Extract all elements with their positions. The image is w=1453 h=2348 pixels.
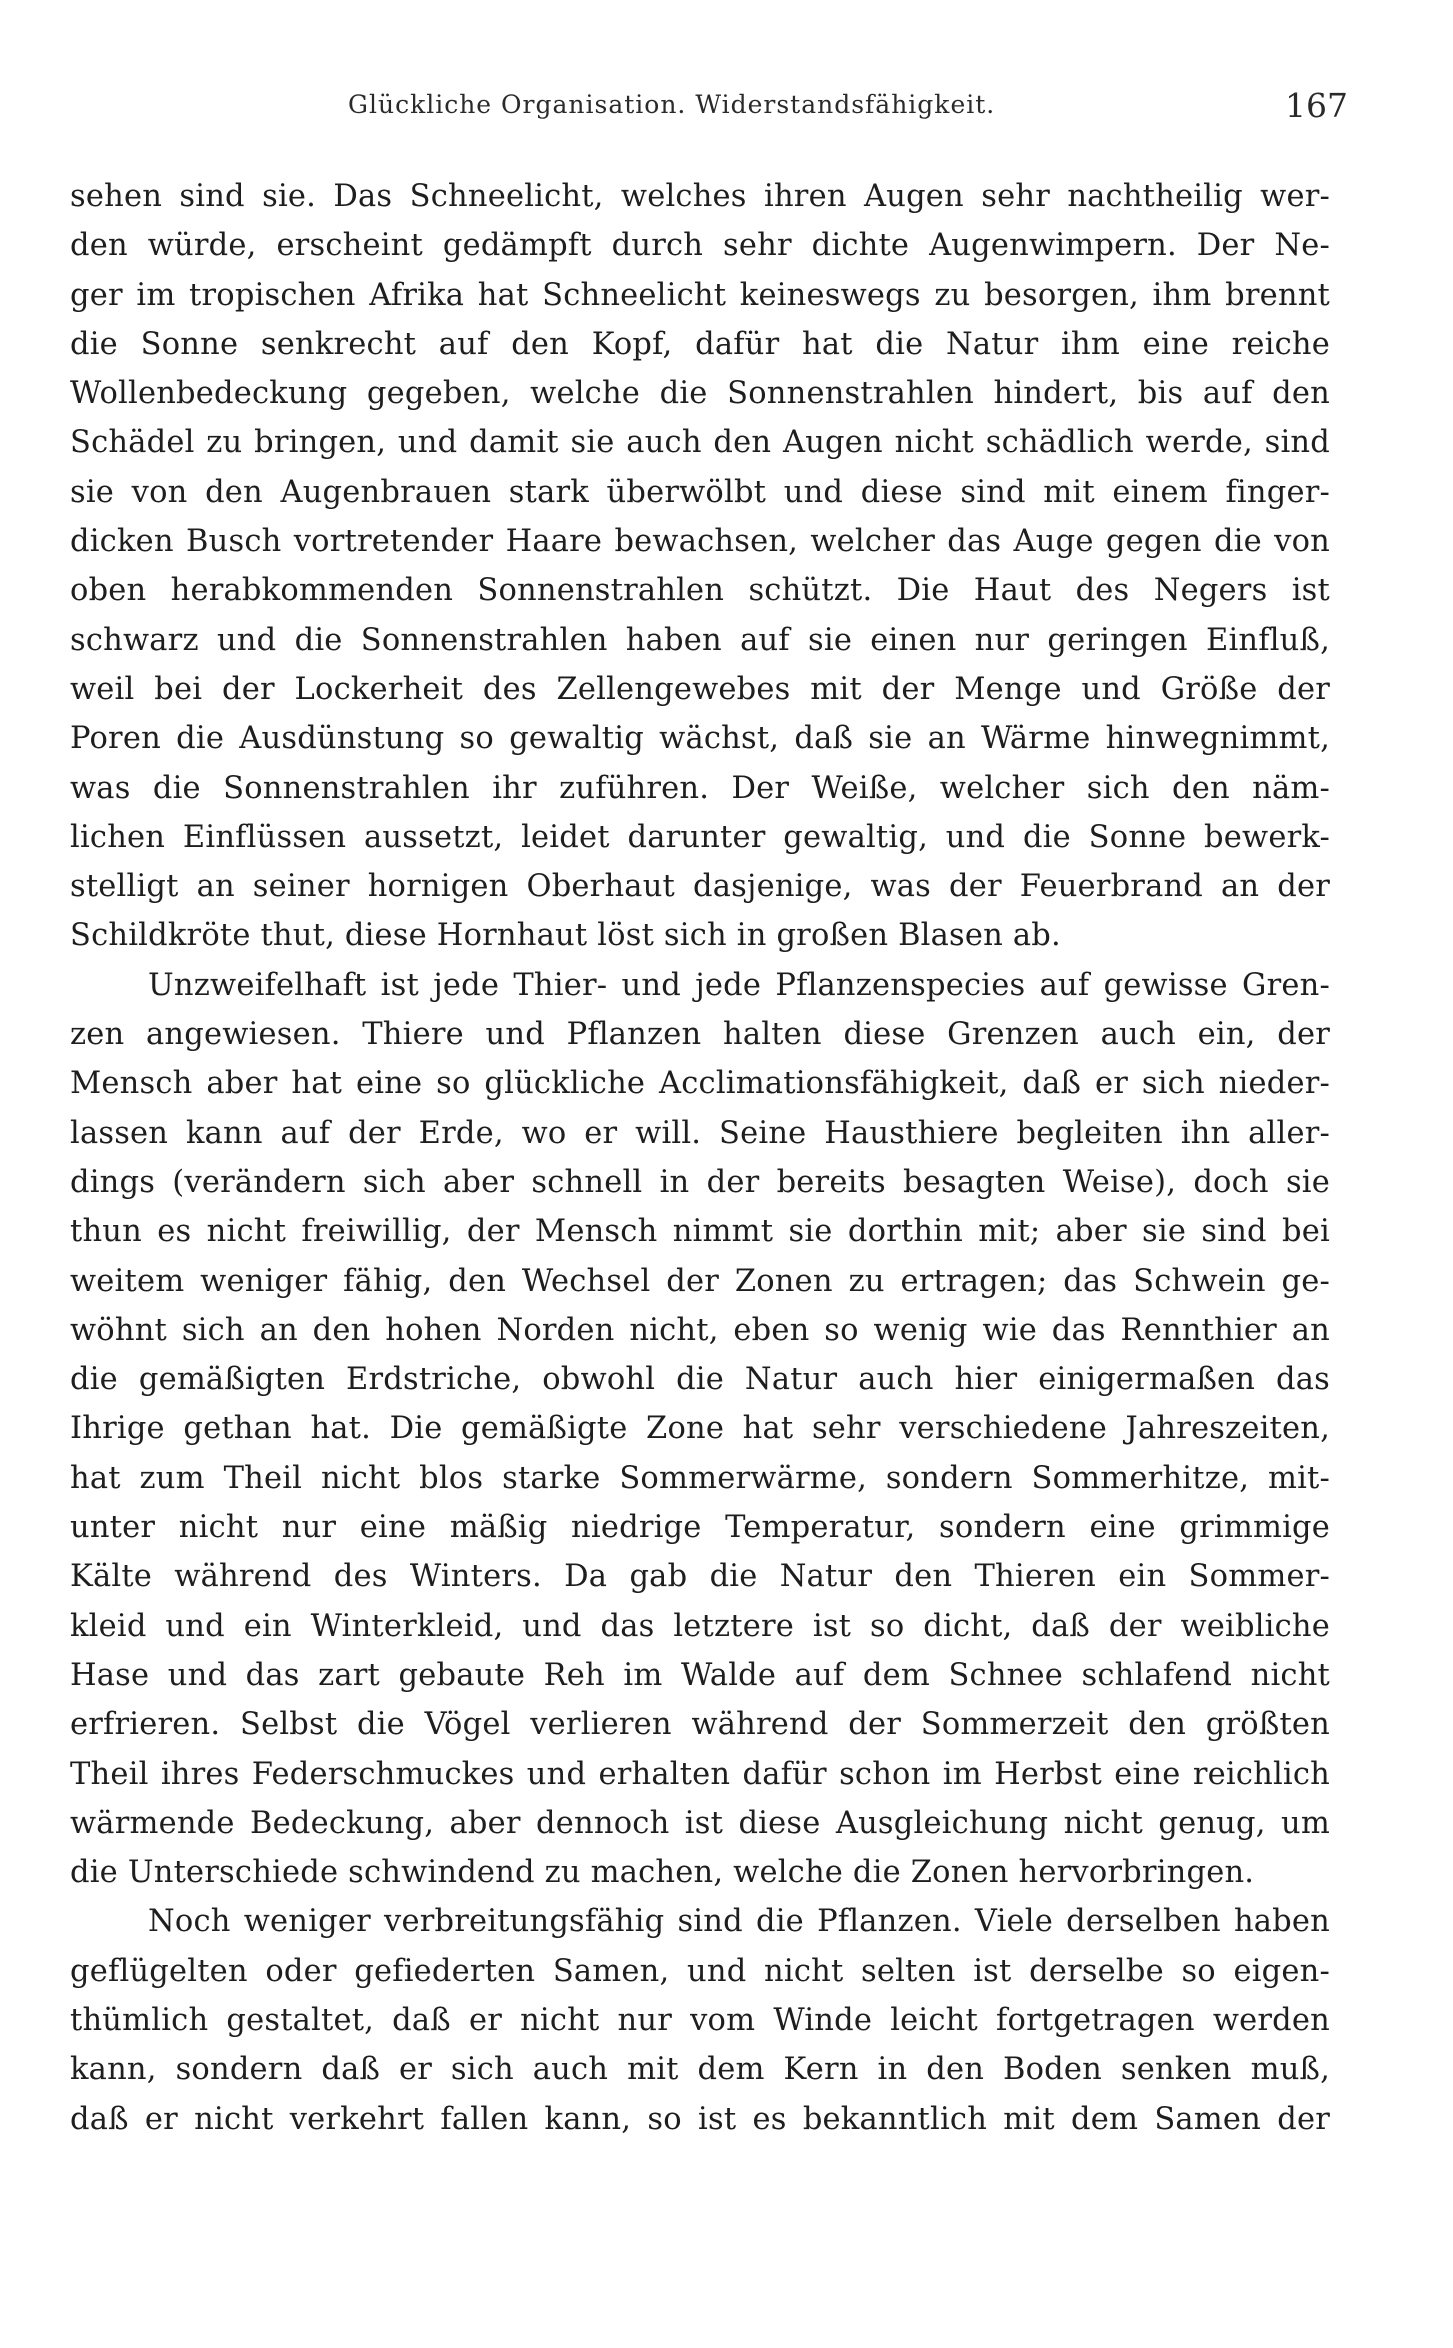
text-line: Ihrige gethan hat. Die gemäßigte Zone hat sehr verschiedene Jahreszeiten, <box>70 1411 1330 1447</box>
text-line: wöhnt sich an den hohen Norden nicht, eben so wenig wie das Rennthier an <box>70 1312 1330 1348</box>
paragraph-end-line: die Unterschiede schwindend zu machen, welche die Zonen hervorbringen. <box>70 1855 1255 1891</box>
text-line: Schädel zu bringen, und damit sie auch den Augen nicht schädlich werde, sind <box>70 425 1330 461</box>
text-line: zen angewiesen. Thiere und Pflanzen halten diese Grenzen auch ein, der <box>70 1017 1330 1053</box>
text-line: wärmende Bedeckung, aber dennoch ist diese Ausgleichung nicht genug, um <box>70 1805 1330 1841</box>
text-line: thümlich gestaltet, daß er nicht nur vom Winde leicht fortgetragen werden <box>70 2002 1330 2038</box>
page-number: 167 <box>1285 86 1348 125</box>
text-line: den würde, erscheint gedämpft durch sehr dichte Augenwimpern. Der Ne- <box>70 228 1330 264</box>
text-line: sehen sind sie. Das Schneelicht, welches ihren Augen sehr nachtheilig wer- <box>70 179 1330 214</box>
paragraph-start-line: Noch weniger verbreitungsfähig sind die Pflanzen. Viele derselben haben <box>148 1904 1330 1940</box>
text-line: lichen Einflüssen aussetzt, leidet darunter gewaltig, und die Sonne bewerk- <box>70 819 1330 855</box>
running-head: Glückliche Organisation. Widerstandsfähigkeit. <box>348 90 996 119</box>
page-header <box>348 86 1348 134</box>
text-line: daß er nicht verkehrt fallen kann, so ist es bekanntlich mit dem Samen der <box>70 2101 1330 2137</box>
text-line: Theil ihres Federschmuckes und erhalten dafür schon im Herbst eine reichlich <box>70 1756 1330 1792</box>
text-line: unter nicht nur eine mäßig niedrige Temperatur, sondern eine grimmige <box>70 1510 1330 1546</box>
text-line: kann, sondern daß er sich auch mit dem Kern in den Boden senken muß, <box>70 2052 1330 2088</box>
body-text <box>70 172 1330 2144</box>
text-line: lassen kann auf der Erde, wo er will. Seine Hausthiere begleiten ihn aller- <box>70 1115 1330 1151</box>
text-line: Poren die Ausdünstung so gewaltig wächst, daß sie an Wärme hinwegnimmt, <box>70 721 1330 757</box>
text-line: was die Sonnenstrahlen ihr zuführen. Der Weiße, welcher sich den näm- <box>70 770 1330 806</box>
text-line: Mensch aber hat eine so glückliche Acclimationsfähigkeit, daß er sich nieder- <box>70 1066 1330 1102</box>
text-line: thun es nicht freiwillig, der Mensch nimmt sie dorthin mit; aber sie sind bei <box>70 1214 1330 1250</box>
text-line: dicken Busch vortretender Haare bewachsen, welcher das Auge gegen die von <box>70 524 1330 560</box>
text-line: oben herabkommenden Sonnenstrahlen schützt. Die Haut des Negers ist <box>70 573 1330 609</box>
text-line: geflügelten oder gefiederten Samen, und nicht selten ist derselbe so eigen- <box>70 1953 1330 1989</box>
paragraph-end-line: Schildkröte thut, diese Hornhaut löst sich in großen Blasen ab. <box>70 918 1061 954</box>
text-line: die Sonne senkrecht auf den Kopf, dafür hat die Natur ihm eine reiche <box>70 326 1330 362</box>
text-line: stelligt an seiner hornigen Oberhaut dasjenige, was der Feuerbrand an der <box>70 869 1330 905</box>
text-line: Wollenbedeckung gegeben, welche die Sonnenstrahlen hindert, bis auf den <box>70 376 1330 412</box>
text-line: Hase und das zart gebaute Reh im Walde auf dem Schnee schlafend nicht <box>70 1657 1330 1693</box>
text-line: sie von den Augenbrauen stark überwölbt und diese sind mit einem finger- <box>70 474 1330 510</box>
text-line: ger im tropischen Afrika hat Schneelicht keineswegs zu besorgen, ihm brennt <box>70 277 1330 313</box>
paragraph-start-line: Unzweifelhaft ist jede Thier- und jede Pflanzenspecies auf gewisse Gren- <box>148 967 1330 1003</box>
text-line: weil bei der Lockerheit des Zellengewebes mit der Menge und Größe der <box>70 671 1330 707</box>
text-line: dings (verändern sich aber schnell in der bereits besagten Weise), doch sie <box>70 1164 1330 1200</box>
text-line: erfrieren. Selbst die Vögel verlieren während der Sommerzeit den größten <box>70 1707 1330 1743</box>
text-line: schwarz und die Sonnenstrahlen haben auf sie einen nur geringen Einfluß, <box>70 622 1330 658</box>
text-line: die gemäßigten Erdstriche, obwohl die Natur auch hier einigermaßen das <box>70 1362 1330 1398</box>
text-line: Kälte während des Winters. Da gab die Natur den Thieren ein Sommer- <box>70 1559 1330 1595</box>
text-line: weitem weniger fähig, den Wechsel der Zonen zu ertragen; das Schwein ge- <box>70 1263 1330 1299</box>
text-line: kleid und ein Winterkleid, und das letztere ist so dicht, daß der weibliche <box>70 1608 1330 1644</box>
text-line: hat zum Theil nicht blos starke Sommerwärme, sondern Sommerhitze, mit- <box>70 1460 1330 1496</box>
